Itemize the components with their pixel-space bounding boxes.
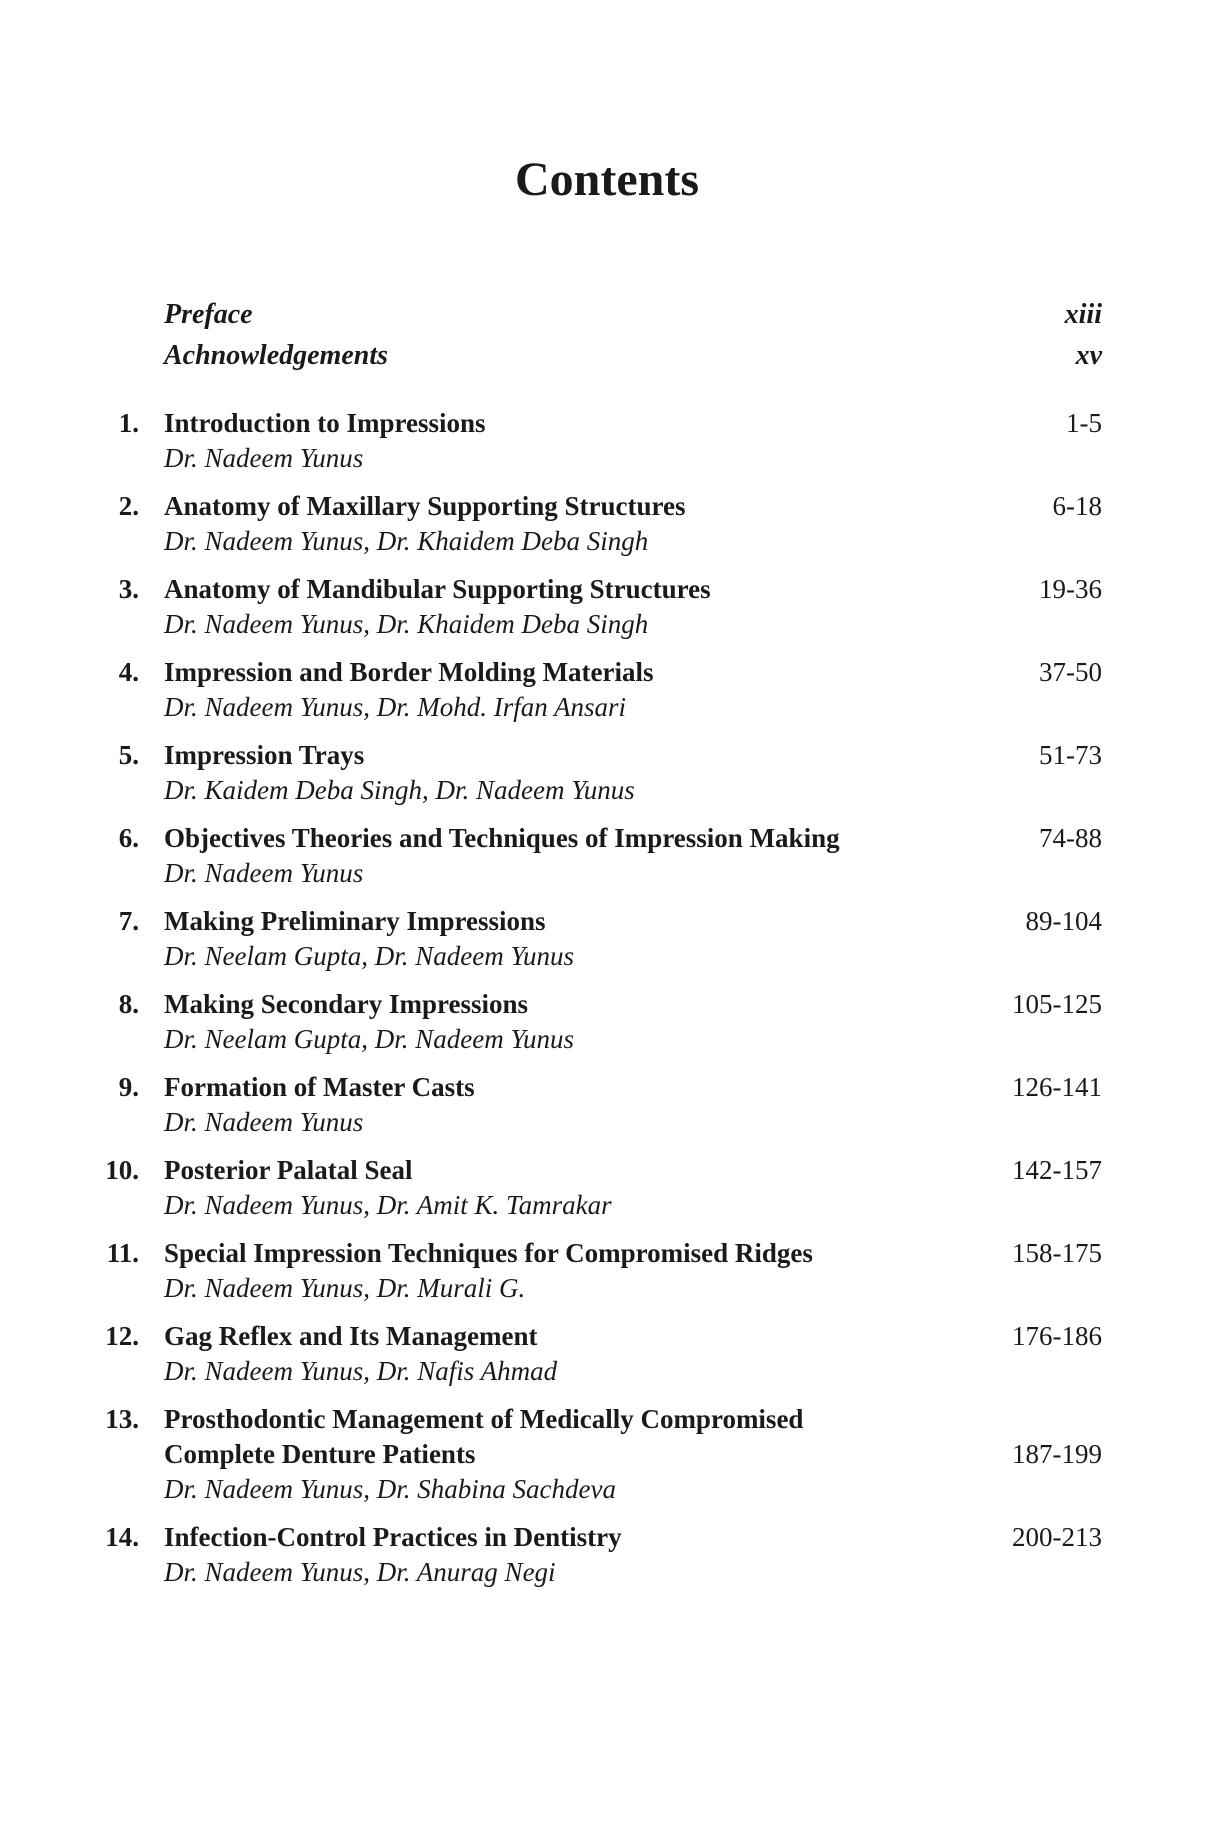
chapter-number: 12.: [105, 1321, 139, 1351]
chapter-number: 3.: [118, 574, 139, 604]
chapter-number: 8.: [118, 989, 139, 1019]
chapter-authors: Dr. Nadeem Yunus, Dr. Nafis Ahmad: [164, 1356, 558, 1386]
chapter-authors: Dr. Nadeem Yunus, Dr. Anurag Negi: [164, 1557, 556, 1587]
chapter-entry-4: [0, 655, 1214, 725]
chapter-authors: Dr. Nadeem Yunus, Dr. Amit K. Tamrakar: [164, 1190, 612, 1220]
chapter-entry-14: [0, 1520, 1214, 1590]
chapter-title-line2: Complete Denture Patients: [164, 1439, 476, 1469]
chapter-pages: 105-125: [1012, 989, 1102, 1019]
chapter-entry-10: [0, 1153, 1214, 1223]
chapter-pages: 187-199: [1012, 1439, 1102, 1469]
front-matter-acknowledgements: [0, 336, 1214, 376]
chapter-authors: Dr. Kaidem Deba Singh, Dr. Nadeem Yunus: [164, 775, 635, 805]
chapter-authors: Dr. Neelam Gupta, Dr. Nadeem Yunus: [164, 941, 575, 971]
chapter-title: Infection-Control Practices in Dentistry: [164, 1522, 622, 1552]
chapter-title: Introduction to Impressions: [164, 408, 486, 438]
chapter-authors: Dr. Nadeem Yunus: [164, 858, 364, 888]
chapter-pages: 158-175: [1012, 1238, 1102, 1268]
chapter-title: Making Preliminary Impressions: [164, 906, 546, 936]
chapter-pages: 142-157: [1012, 1155, 1102, 1185]
chapter-entry-12: [0, 1319, 1214, 1389]
chapter-number: 1.: [118, 408, 139, 438]
front-matter-pages: xv: [1075, 340, 1102, 371]
chapter-authors: Dr. Nadeem Yunus: [164, 1107, 364, 1137]
chapter-entry-5: [0, 738, 1214, 808]
chapter-entry-1: [0, 406, 1214, 476]
chapter-authors: Dr. Nadeem Yunus, Dr. Shabina Sachdeva: [164, 1474, 616, 1504]
chapter-entry-11: [0, 1236, 1214, 1306]
chapter-pages: 74-88: [1039, 823, 1102, 853]
chapter-title-line1: Prosthodontic Management of Medically Compromised: [164, 1404, 804, 1434]
chapter-title: Formation of Master Casts: [164, 1072, 475, 1102]
chapter-number: 14.: [105, 1522, 139, 1552]
chapter-number: 4.: [118, 657, 139, 687]
chapter-number: 9.: [118, 1072, 139, 1102]
chapter-pages: 6-18: [1052, 491, 1102, 521]
chapter-title: Anatomy of Mandibular Supporting Structures: [164, 574, 711, 604]
chapter-pages: 37-50: [1039, 657, 1102, 687]
chapter-entry-13: [0, 1402, 1214, 1507]
chapter-title: Posterior Palatal Seal: [164, 1155, 413, 1185]
chapter-entry-3: [0, 572, 1214, 642]
chapter-authors: Dr. Nadeem Yunus, Dr. Murali G.: [164, 1273, 526, 1303]
chapter-entry-6: [0, 821, 1214, 891]
chapter-entry-7: [0, 904, 1214, 974]
chapter-title: Special Impression Techniques for Compromised Ridges: [164, 1238, 813, 1268]
front-matter-pages: xiii: [1064, 299, 1102, 330]
chapter-entry-9: [0, 1070, 1214, 1140]
chapter-title: Objectives Theories and Techniques of Impression Making: [164, 823, 840, 853]
front-matter-label: Preface: [164, 299, 253, 330]
chapter-pages: 1-5: [1066, 408, 1102, 438]
chapter-entry-8: [0, 987, 1214, 1057]
front-matter-label: Achnowledgements: [164, 340, 389, 371]
front-matter-preface: [0, 295, 1214, 335]
page-title: Contents: [514, 153, 699, 206]
chapter-authors: Dr. Nadeem Yunus: [164, 443, 364, 473]
chapter-pages: 51-73: [1039, 740, 1102, 770]
chapter-number: 13.: [105, 1404, 139, 1434]
chapter-title: Anatomy of Maxillary Supporting Structures: [164, 491, 686, 521]
chapter-number: 2.: [118, 491, 139, 521]
chapter-title: Impression Trays: [164, 740, 365, 770]
chapter-pages: 89-104: [1025, 906, 1102, 936]
chapter-number: 6.: [118, 823, 139, 853]
chapter-number: 10.: [105, 1155, 139, 1185]
chapter-pages: 200-213: [1012, 1522, 1102, 1552]
chapter-pages: 19-36: [1039, 574, 1102, 604]
chapter-authors: Dr. Nadeem Yunus, Dr. Khaidem Deba Singh: [164, 609, 649, 639]
chapter-number: 11.: [106, 1238, 139, 1268]
chapter-title: Gag Reflex and Its Management: [164, 1321, 538, 1351]
chapter-pages: 126-141: [1012, 1072, 1102, 1102]
chapter-entry-2: [0, 489, 1214, 559]
chapter-number: 5.: [118, 740, 139, 770]
chapter-pages: 176-186: [1012, 1321, 1102, 1351]
chapter-authors: Dr. Nadeem Yunus, Dr. Khaidem Deba Singh: [164, 526, 649, 556]
chapter-number: 7.: [118, 906, 139, 936]
chapter-authors: Dr. Neelam Gupta, Dr. Nadeem Yunus: [164, 1024, 575, 1054]
chapter-title: Making Secondary Impressions: [164, 989, 529, 1019]
chapter-title: Impression and Border Molding Materials: [164, 657, 654, 687]
chapter-authors: Dr. Nadeem Yunus, Dr. Mohd. Irfan Ansari: [164, 692, 627, 722]
